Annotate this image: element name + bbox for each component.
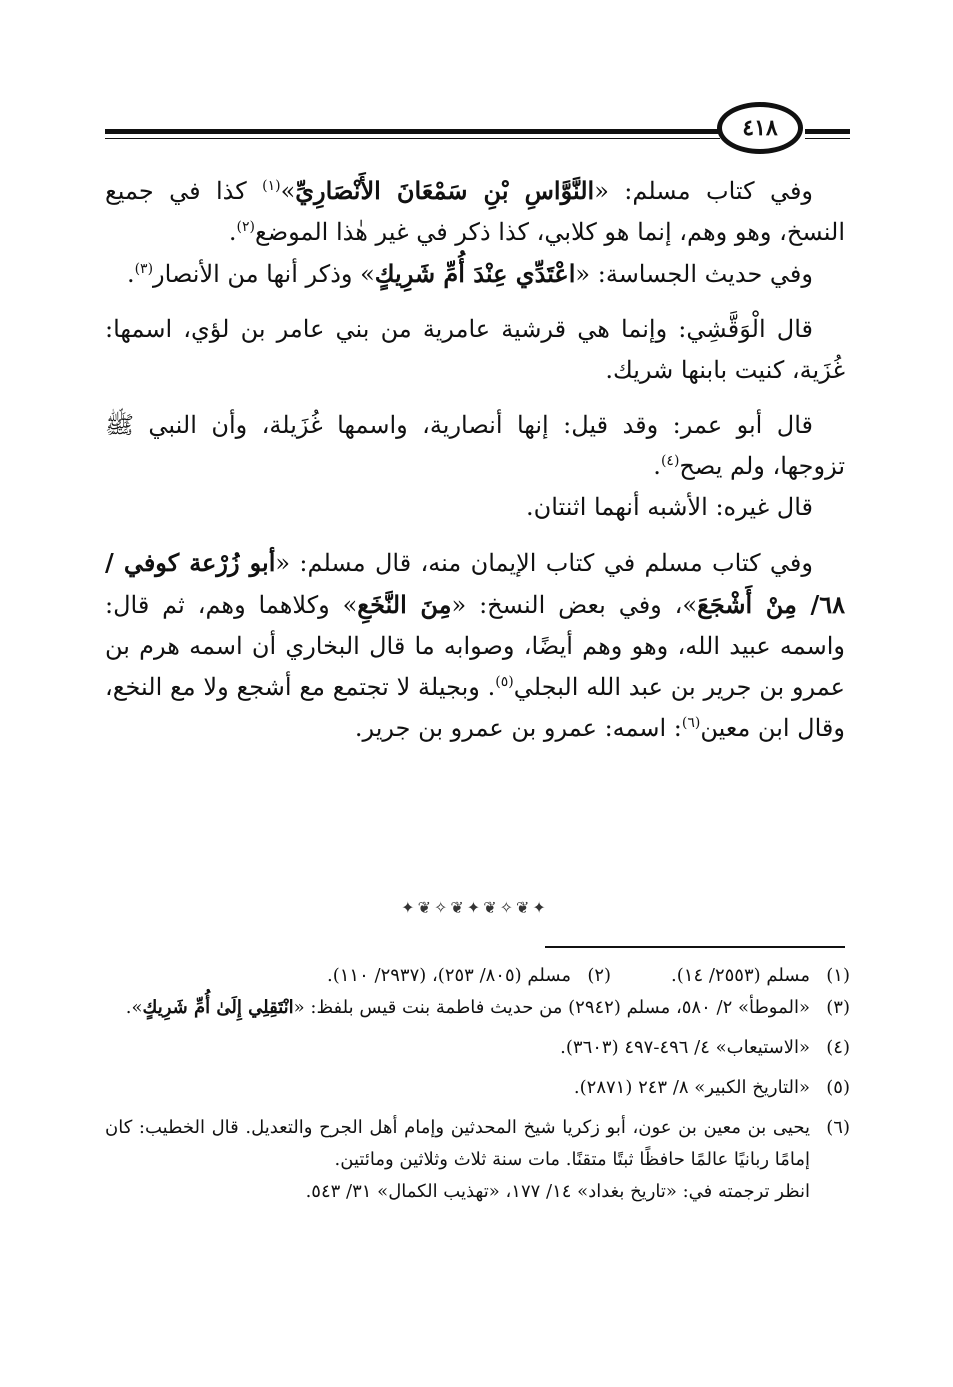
text-segment: . [228, 218, 237, 246]
text-segment: وفي كتاب مسلم: « [594, 177, 814, 205]
footnote-ref-5[interactable]: (٥) [495, 674, 514, 690]
footnote-number: (٣) [826, 997, 850, 1018]
main-text [105, 170, 845, 749]
text-segment: » وذكر أنها من الأنصار [153, 260, 375, 288]
page-header [105, 100, 850, 160]
quoted-hadith: انْتَقِلِي إِلَىٰ أُمِّ شَرِيكٍ [142, 997, 294, 1018]
footnote-ref-6[interactable]: (٦) [681, 715, 701, 731]
footnote-text: مسلم (٢٥٥٣/ ١٤). [671, 965, 810, 986]
footnote-text [105, 992, 810, 1024]
footnote-1 [671, 960, 850, 992]
paragraph-4 [105, 405, 845, 487]
header-rule-right-thin [805, 138, 850, 139]
text-segment: وفي كتاب مسلم في كتاب الإيمان منه، قال مسلم: « [275, 549, 813, 577]
quoted-name: أبو زُرْعة كوفي /٦٨/ مِنْ أَشْجَعَ [105, 548, 845, 619]
footnote-text: «الاستيعاب» ٤/ ٤٩٦-٤٩٧ (٣٦٠٣). [560, 1037, 810, 1058]
text-segment: انظر ترجمته في: «تاريخ بغداد» ١٤/ ١٧٧، «تهذيب الكمال» ٣١/ ٥٤٣. [305, 1181, 810, 1202]
paragraph-6 [105, 542, 845, 749]
footnote-2 [327, 960, 611, 992]
page-number: ٤١٨ [717, 102, 803, 154]
footnote-number: (٥) [826, 1077, 850, 1098]
footnote-text: مسلم (٨٠٥/ ٢٥٣)، (٢٩٣٧/ ١١٠). [327, 965, 572, 986]
header-rule [105, 129, 720, 134]
text-segment: يحيى بن معين بن عون، أبو زكريا شيخ المحدثين وإمام أهل الجرح والتعديل. قال الخطيب: كان إمامًا ربانيًا عالمًا حافظًا ثبتًا متقنًا. مات سنة ثلاث وثلاثين ومائتين. [105, 1117, 810, 1170]
paragraph-2 [105, 253, 845, 295]
footnotes [105, 960, 850, 1216]
text-segment: كذا في جميع النسخ، وهو وهم، إنما هو كلابي، كذا ذكر في غير هٰذا الموضع [105, 177, 845, 246]
section-ornament: ✦❦✧❦✦❦✧❦✦ [401, 898, 549, 917]
text-segment: : اسمه: عمرو بن عمرو بن جرير. [354, 714, 682, 742]
paragraph-5: قال غيره: الأشبه أنهما اثنتان. [525, 493, 813, 521]
text-segment: »، وفي بعض النسخ: « [451, 591, 698, 619]
footnote-text [105, 1112, 810, 1208]
footnote-row-1-2 [105, 960, 850, 992]
header-rule-right [805, 129, 850, 134]
footnote-ref-1[interactable]: (١) [262, 178, 281, 194]
text-segment: «الموطأ» ٢/ ٥٨٠، مسلم (٢٩٤٢) من حديث فاطمة بنت قيس بلفظ: « [293, 997, 810, 1018]
footnote-separator [545, 946, 845, 948]
footnote-6 [105, 1112, 850, 1208]
quoted-name: مِنَ النَّخَعِ [357, 590, 452, 619]
text-segment: . [653, 452, 661, 480]
footnote-5 [105, 1072, 850, 1104]
footnote-ref-4[interactable]: (٤) [660, 453, 680, 469]
footnote-3 [105, 992, 850, 1024]
footnote-number: (٢) [587, 965, 612, 986]
text-segment: » [280, 177, 296, 205]
quoted-name: النَّوَّاسِ بْنِ سَمْعَانَ الأَنْصَارِيِّ [295, 176, 595, 205]
footnote-ref-2[interactable]: (٢) [236, 219, 255, 235]
text-segment: » وكلاهما وهم، ثم قال: واسمه عبيد الله، وهو وهم أيضًا، وصوابه ما قال البخاري أن اسمه هرم بن عمرو بن جرير بن عبد الله البجلي [105, 591, 845, 701]
footnote-4 [105, 1032, 850, 1064]
header-rule-thin [105, 138, 720, 139]
footnote-number: (٦) [826, 1117, 850, 1138]
paragraph-1 [105, 170, 845, 253]
text-segment: . وبجيلة لا تجتمع مع أشجع ولا مع النخع، وقال ابن معين [105, 673, 845, 742]
footnote-number: (١) [826, 965, 850, 986]
text-segment: وفي حديث الجساسة: « [575, 260, 813, 288]
paragraph-3: قال الْوَقَّشِي: وإنما هي قرشية عامرية من بني عامر بن لؤي، اسمها: غُزَية، كنيت بابنها شريك. [105, 315, 845, 384]
footnote-text: «التاريخ الكبير» ٨/ ٢٤٣ (٢٨٧١). [573, 1077, 810, 1098]
footnote-ref-3[interactable]: (٣) [134, 261, 154, 277]
text-segment: قال أبو عمر: وقد قيل: إنها أنصارية، واسمها غُزَيلة، وأن النبي ﷺ تزوجها، ولم يصح [105, 411, 845, 480]
footnote-number: (٤) [826, 1037, 850, 1058]
quoted-hadith: اعْتَدِّي عِنْدَ أُمِّ شَرِيكٍ [374, 259, 576, 288]
text-segment: ». [125, 997, 143, 1018]
text-segment: . [126, 260, 135, 288]
